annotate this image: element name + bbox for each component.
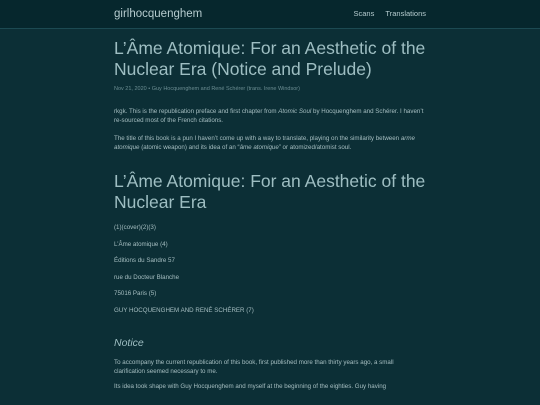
translator-intro xyxy=(114,107,426,152)
nav-link-translations[interactable]: Translations xyxy=(385,9,426,18)
title-page-line: (1)(cover)(2)(3) xyxy=(114,224,156,231)
site-nav xyxy=(344,9,426,18)
section-heading: L’Âme Atomique: For an Aesthetic of the Nuclear Era xyxy=(114,171,426,212)
post-meta: Nov 21, 2020 • Guy Hocquenghem and René Schérer (trans. Irene Windsor) xyxy=(114,86,300,92)
title-page-line: Éditions du Sandre 57 xyxy=(114,257,175,264)
intro-paragraph: rkgk. This is the republication preface and first chapter from Atomic Soul by Hocquenghem and Schérer. I haven’t re-sourced most of the French citations. xyxy=(114,108,424,124)
intro-paragraph: The title of this book is a pun I haven’t come up with a way to translate, playing on the similarity between arme atomique (atomic weapon) and its idea of an “âme atomique” or atomized/atomist soul. xyxy=(114,135,415,151)
post-title: L’Âme Atomique: For an Aesthetic of the Nuclear Era (Notice and Prelude) xyxy=(114,38,426,79)
site-brand-link[interactable]: girlhocquenghem xyxy=(114,8,203,20)
notice-heading: Notice xyxy=(114,336,144,349)
notice-paragraph: Its idea took shape with Guy Hocquenghem and myself at the beginning of the eighties. Guy having xyxy=(114,382,387,390)
title-page-line: rue du Docteur Blanche xyxy=(114,273,180,281)
notice-section xyxy=(114,358,426,391)
title-page-line: GUY HOCQUENGHEM AND RENÉ SCHÉRER (7) xyxy=(114,306,254,314)
post-content xyxy=(114,38,426,397)
title-page-line: 75016 Paris (5) xyxy=(114,290,157,297)
title-page-block xyxy=(114,223,426,315)
site-header xyxy=(0,0,540,29)
title-page-line: L’Âme atomique (4) xyxy=(114,240,168,248)
nav-link-scans[interactable]: Scans xyxy=(353,9,375,18)
notice-paragraph: To accompany the current republication of this book, first published more than thirty years ago, a small clarification seemed necessary to me. xyxy=(114,358,394,375)
